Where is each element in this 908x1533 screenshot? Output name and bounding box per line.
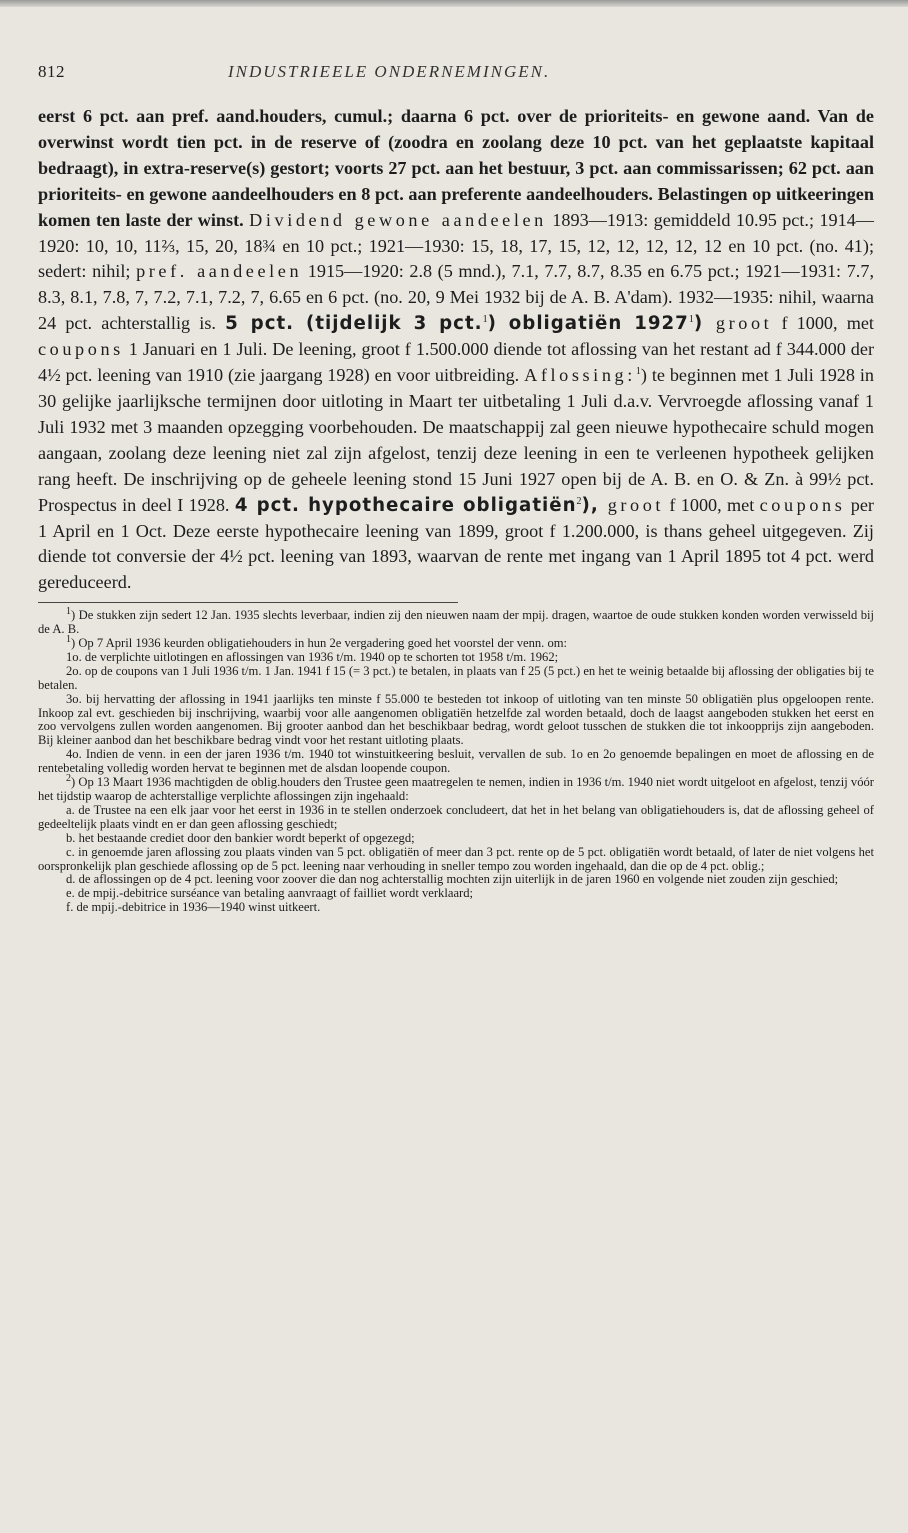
groot-label: groot: [598, 494, 665, 515]
bond-hypothecaire-close: ),: [581, 494, 599, 516]
text-run: per 1 April en 1 Oct. Deze eerste hypothecaire leening van 1899, groot f 1.200.000, is thans geheel uitgegeven. Zij diende tot conversie der 4½ pct. leening van 1893, waarvan de rente met ingang van 1 April 1895 tot 4 pct. werd gereduceerd.: [38, 494, 874, 593]
footnote-text: 3o. bij hervatting der aflossing in 1941 jaarlijks ten minste f 55.000 te besteden tot inkoop of uitloting van ten minste 50 obligatiën plus opgeloopen rente. Inkoop zal evt. geschieden bij inschrijving, waarbij voor alle aangenomen obligatiën hetzelfde zal worden betaald, doch de laagst aangeboden stukken het eerst en zoo vervolgens zullen worden aangenomen. Bij grooter aanbod dan het beschikbaar bedrag, wordt geloot tusschen de stukken die tot inkoopprijs zijn aangeboden. Bij kleiner aanbod dan het beschikbare bedrag vindt voor het restant uitloting plaats.: [38, 691, 874, 748]
coupons-label: coupons: [38, 339, 124, 360]
footnote-item: [38, 693, 874, 749]
bond-1927-label-2: ) obligatiën 1927: [487, 313, 689, 335]
page-number: 812: [38, 62, 65, 81]
text-run: f 1000, met: [664, 494, 760, 515]
footnote-item: [38, 804, 874, 832]
text-run: 1 Januari en 1 Juli. De leening, groot f 1.500.000 diende tot aflossing van het restant ad f 344.000 der 4½ pct. leening van 1910 (zie jaargang 1928) en voor uitbreiding.: [38, 339, 874, 386]
footnote-item: [38, 748, 874, 776]
footnote-text: c. in genoemde jaren aflossing zou plaats vinden van 5 pct. obligatiën of meer dan 3 pct. rente op de 5 pct. obligatiën wordt betaald, of later de niet volgens het oorspronkelijk plan geschiede aflossing op de 5 pct. leening naar verhouding in sneller tempo zou worden ingehaald, dan die op de 4 pct. oblig.;: [38, 844, 874, 873]
page-header: [38, 62, 874, 98]
text-run: 1893—1913: gemiddeld 10.95 pct.; 1914—1920: 10, 10, 11⅔, 15, 20, 18¾ en 10 pct.; 1921—1930: 15, 18, 17, 15, 12, 12, 12, 12, 12 en 10 pct. (no. 41); sedert: nihil;: [38, 209, 874, 282]
footnote-item: [38, 846, 874, 874]
text-run: f 1000, met: [772, 313, 874, 334]
footnote-text: b. het bestaande crediet door den bankier wordt beperkt of opgezegd;: [66, 830, 415, 845]
footnote-text: a. de Trustee na een elk jaar voor het eerst in 1936 in te stellen onderzoek concludeert, dat het in het belang van obligatiehouders is, dat de aflossing geheel of gedeeltelijk plaats vindt en er dan geen aflossing geschiedt;: [38, 802, 874, 831]
footnote-marker: 2: [66, 772, 71, 784]
footnote-text: e. de mpij.-debitrice surséance van betaling aanvraagt of failliet wordt verklaard;: [66, 886, 474, 901]
footnote-item: [38, 633, 874, 651]
footnote-text: d. de aflossingen op de 4 pct. leening voor zoover die dan nog achterstallig mochten zijn uiterlijk in de jaren 1960 en volgende niet zouden zijn geschied;: [66, 872, 839, 887]
footnote-ref: 1: [688, 314, 694, 326]
footnote-item: [38, 832, 874, 846]
bond-1927-close: ): [693, 313, 704, 335]
main-paragraph: [38, 104, 874, 596]
footnote-item: [38, 873, 874, 887]
footnote-item: [38, 772, 874, 804]
bond-hypothecaire-label: 4 pct. hypothecaire obligatiën: [234, 494, 577, 516]
footnote-ref: 2: [576, 495, 582, 507]
footnote-text: ) Op 7 April 1936 keurden obligatiehouders in hun 2e vergadering goed het voorstel der venn. om:: [71, 636, 568, 651]
footnote-item: [38, 606, 874, 637]
footnote-text: 2o. op de coupons van 1 Juli 1936 t/m. 1 Jan. 1941 f 15 (= 3 pct.) te betalen, in plaats van f 25 (5 pct.) en het te weinig betaalde bij aflossing der obligaties bij te betalen.: [38, 663, 874, 692]
text-run: ) te beginnen met 1 Juli 1928 in 30 gelijke jaarlijksche termijnen door uitloting in Maart ter uitbetaling 1 Juli d.a.v. Vervroegde aflossing vanaf 1 Juli 1932 met 3 maanden opzegging voorbehouden. De maatschappij zal geen nieuwe hypothecaire schuld mogen aangaan, zoolang deze leening niet zal zijn afgelost, tenzij deze leening in een te verleenen hypotheek gelijken rang heeft. De inschrijving op de geheele leening stond 15 Juni 1927 open bij de A. B. en O. & Zn. à 99½ pct. Prospectus in deel I 1928.: [38, 365, 875, 515]
footnote-item: [38, 665, 874, 693]
footnote-item: [38, 887, 874, 901]
footnote-marker: 1: [66, 633, 71, 645]
running-title: INDUSTRIEELE ONDERNEMINGEN.: [228, 62, 551, 81]
text-run: eerst 6 pct. aan pref. aand.houders, cumul.; daarna 6 pct. over de prioriteits- en gewone aand. Van de overwinst wordt tien pct. in de reserve of (zoodra en zoolang deze 10 pct. van het geplaatste kapitaal bedraagt), in extra-reserve(s) gestort; voorts 27 pct. aan het bestuur, 3 pct. aan commissarissen; 62 pct. aan prioriteits- en gewone aandeelhouders en 8 pct. aan preferente aandeelhouders. Belastingen op uitkeeringen komen ten laste der winst.: [38, 106, 874, 230]
footnote-text: ) De stukken zijn sedert 12 Jan. 1935 slechts leverbaar, indien zij den nieuwen naam der mpij. dragen, waartoe de oude stukken konden worden verwisseld bij de A. B.: [38, 608, 874, 637]
footnote-item: [38, 651, 874, 665]
dividend-label: Dividend gewone aandeelen: [249, 209, 547, 230]
text-run: 1915—1920: 2.8 (5 mnd.), 7.1, 7.7, 8.7, 8.35 en 6.75 pct.; 1921—1931: 7.7, 8.3, 8.1, 7.8, 7, 7.2, 7.1, 7.2, 7, 6.65 en 6 pct. (no. 20, 9 Mei 1932 bij de A. B. A'dam). 1932—1935: nihil, waarna 24 pct. achterstallig is.: [38, 261, 874, 334]
bond-1927-label: 5 pct. (tijdelijk 3 pct.: [225, 313, 483, 335]
footnote-text: 1o. de verplichte uitlotingen en aflossingen van 1936 t/m. 1940 op te schorten tot 1958 t/m. 1962;: [66, 649, 559, 664]
footnote-text: 4o. Indien de venn. in een der jaren 1936 t/m. 1940 tot winstuitkeering besluit, vervallen de sub. 1o en 2o genoemde bepalingen en moet de aflossing en de rentebetaling volledig worden hervat te beginnen met de alsdan loopende coupon.: [38, 747, 874, 776]
footnote-marker: 1: [66, 606, 71, 618]
footnote-ref: 1: [635, 366, 641, 377]
pref-label: pref. aandeelen: [136, 261, 303, 282]
groot-label: groot: [703, 313, 773, 334]
aflossing-label: Aflossing:: [524, 365, 636, 386]
footnote-item: [38, 901, 874, 915]
footnote-text: ) Op 13 Maart 1936 machtigden de oblig.houders den Trustee geen maatregelen te nemen, indien in 1936 t/m. 1940 niet wordt uitgeloot en afgelost, tenzij vóór het tijdstip waarop de achterstallige verplichte aflossingen zijn ingehaald:: [38, 775, 874, 803]
footnote-divider: [38, 602, 458, 603]
top-edge: [0, 0, 908, 7]
footnote-text: f. de mpij.-debitrice in 1936—1940 winst uitkeert.: [66, 900, 321, 915]
coupons-label: coupons: [759, 494, 846, 515]
footnote-ref: 1: [482, 314, 488, 326]
footnotes: [38, 606, 874, 915]
